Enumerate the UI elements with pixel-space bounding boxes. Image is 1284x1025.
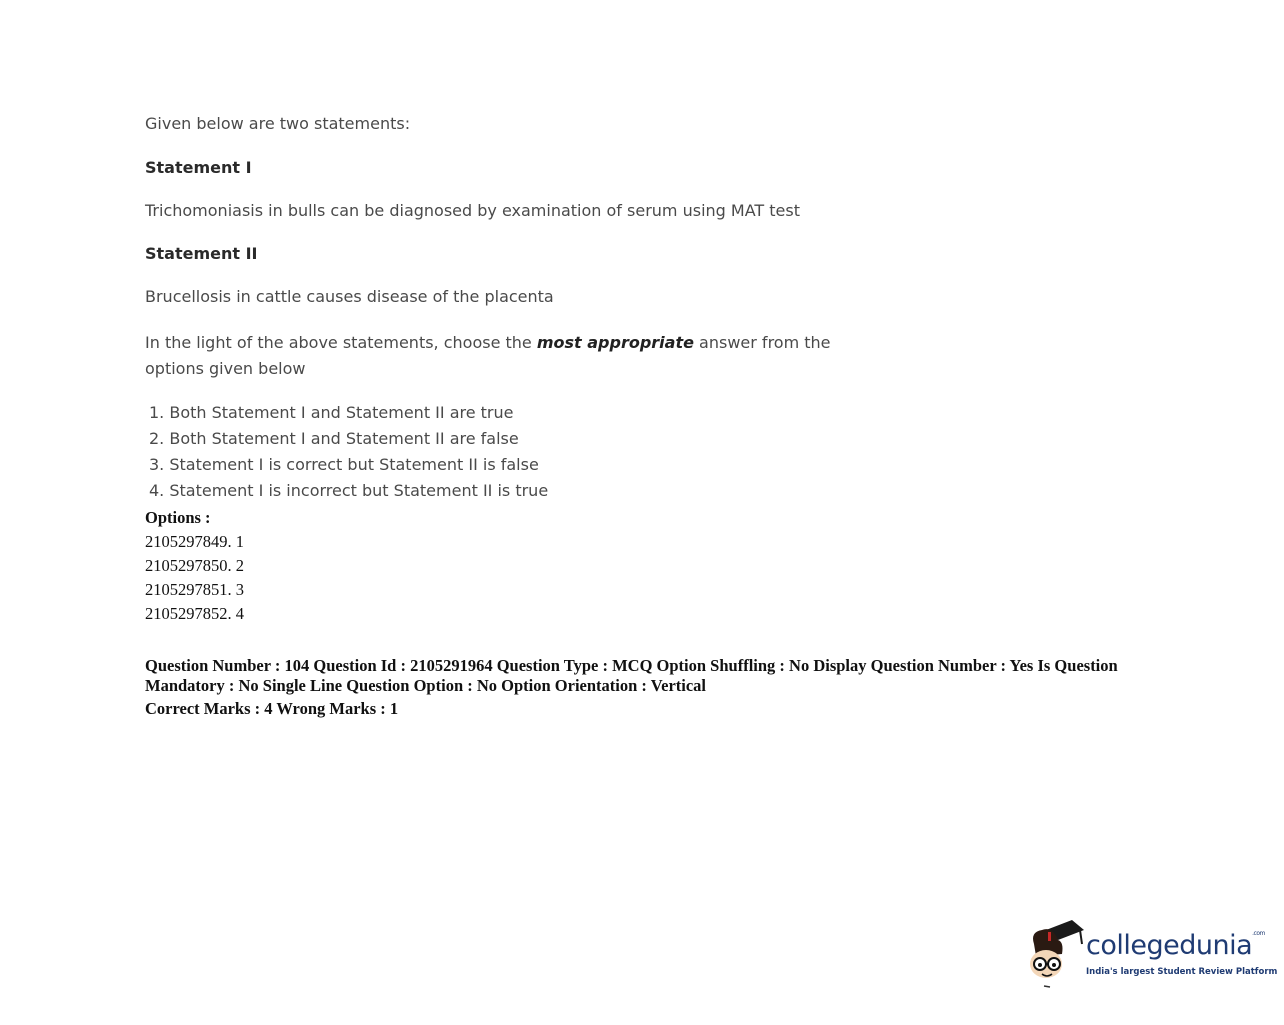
metadata-line: Question Number : 104 Question Id : 2105291964 Question Type : MCQ Option Shuffling : No Display Question Number : Yes Is Question Mandatory : No Single Line Question Option : No Option Orientation : Vertical: [145, 656, 1118, 695]
logo-tagline: India's largest Student Review Platform: [1086, 967, 1278, 977]
prompt-before: In the light of the above statements, choose the: [145, 333, 537, 352]
options-block: [145, 506, 244, 626]
collegedunia-logo: [1024, 918, 1278, 990]
statement-1-heading: Statement I: [145, 158, 252, 177]
option-row: 2105297852. 4: [145, 604, 244, 623]
question-intro: Given below are two statements:: [145, 114, 411, 133]
statement-2-heading: Statement II: [145, 244, 258, 263]
logo-dotcom: .com: [1252, 930, 1265, 937]
statement-1-text: Trichomoniasis in bulls can be diagnosed by examination of serum using MAT test: [145, 201, 800, 220]
logo-brand-text: collegedunia: [1086, 930, 1253, 961]
choice-item: 4. Statement I is incorrect but Statement II is true: [149, 481, 549, 500]
statement-2-text: Brucellosis in cattle causes disease of the placenta: [145, 287, 554, 306]
choice-item: 1. Both Statement I and Statement II are true: [149, 403, 514, 422]
choice-item: 2. Both Statement I and Statement II are false: [149, 429, 519, 448]
prompt-after: answer from the options given below: [145, 333, 831, 378]
prompt-emphasis: most appropriate: [536, 333, 694, 352]
option-row: 2105297849. 1: [145, 532, 244, 551]
logo-brand: [1086, 930, 1265, 961]
option-row: 2105297850. 2: [145, 556, 244, 575]
marks-line: Correct Marks : 4 Wrong Marks : 1: [145, 699, 399, 718]
choice-item: 3. Statement I is correct but Statement II is false: [149, 455, 539, 474]
option-row: 2105297851. 3: [145, 580, 244, 599]
options-label: Options :: [145, 508, 211, 527]
question-prompt: [145, 330, 865, 382]
choice-list: [149, 400, 548, 504]
question-metadata: [145, 656, 1145, 719]
mascot-icon: [1024, 918, 1086, 990]
